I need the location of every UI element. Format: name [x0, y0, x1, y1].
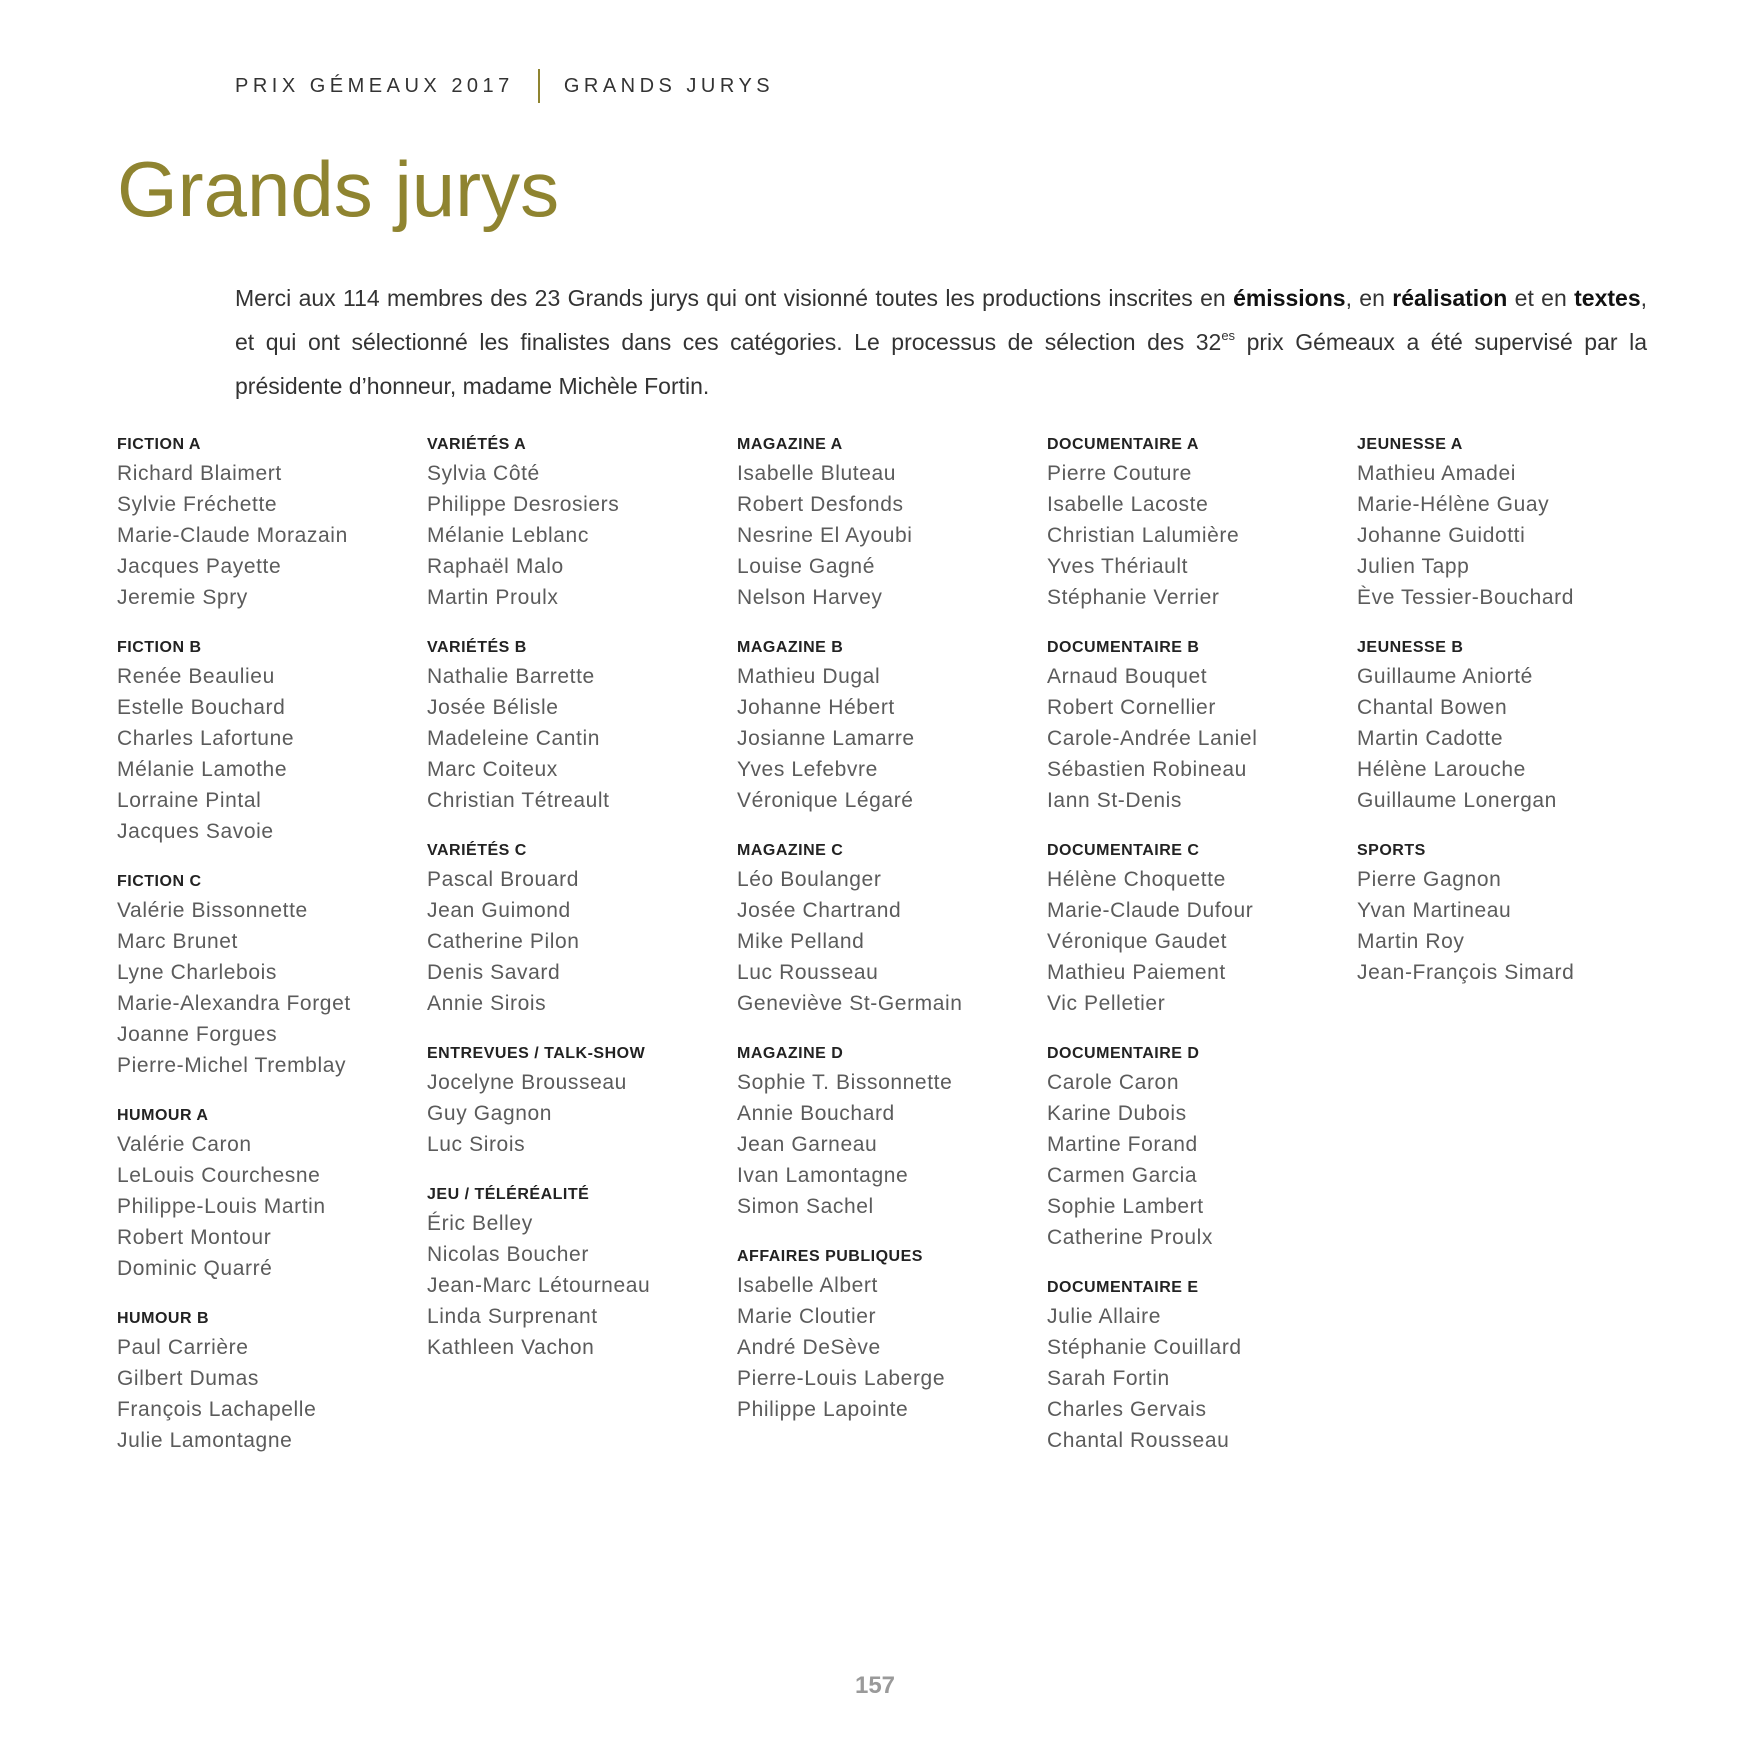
jury-member: Hélène Larouche — [1357, 758, 1526, 781]
jury-member: Estelle Bouchard — [117, 696, 286, 719]
jury-group — [1047, 635, 1347, 816]
jury-group — [737, 1244, 1037, 1425]
jury-group-title: MAGAZINE B — [737, 639, 844, 656]
jury-column — [737, 432, 1037, 1447]
jury-group-title: FICTION B — [117, 639, 202, 656]
jury-member: Simon Sachel — [737, 1195, 874, 1218]
jury-member: Linda Surprenant — [427, 1305, 598, 1328]
jury-group-title: AFFAIRES PUBLIQUES — [737, 1248, 923, 1265]
intro-paragraph — [235, 276, 1647, 408]
jury-member: Valérie Caron — [117, 1133, 252, 1156]
jury-member: Pierre Couture — [1047, 462, 1192, 485]
jury-member: Josée Bélisle — [427, 696, 559, 719]
jury-member: Marc Brunet — [117, 930, 238, 953]
intro-bold-emissions: émissions — [1233, 285, 1346, 311]
jury-group-title: DOCUMENTAIRE B — [1047, 639, 1200, 656]
jury-group — [737, 432, 1037, 613]
jury-group-title: JEU / TÉLÉRÉALITÉ — [427, 1186, 590, 1203]
jury-member: Isabelle Bluteau — [737, 462, 897, 485]
jury-member: Léo Boulanger — [737, 868, 882, 891]
jury-member: Pierre-Michel Tremblay — [117, 1054, 347, 1077]
jury-group — [117, 1103, 417, 1284]
jury-member: Ivan Lamontagne — [737, 1164, 909, 1187]
jury-member: Sarah Fortin — [1047, 1367, 1170, 1390]
jury-member: Pierre Gagnon — [1357, 868, 1502, 891]
jury-member: Pierre-Louis Laberge — [737, 1367, 946, 1390]
jury-member: Marie-Claude Dufour — [1047, 899, 1254, 922]
jury-member: Lyne Charlebois — [117, 961, 277, 984]
jury-member: Nesrine El Ayoubi — [737, 524, 913, 547]
jury-member: Guillaume Lonergan — [1357, 789, 1557, 812]
jury-group-title: MAGAZINE A — [737, 436, 843, 453]
jury-group — [737, 838, 1037, 1019]
jury-group — [1047, 1275, 1347, 1456]
jury-column — [1357, 432, 1657, 1010]
jury-member: Sophie Lambert — [1047, 1195, 1204, 1218]
jury-member: Martin Roy — [1357, 930, 1465, 953]
jury-group — [1047, 838, 1347, 1019]
jury-member: Nicolas Boucher — [427, 1243, 589, 1266]
jury-member: Luc Rousseau — [737, 961, 879, 984]
jury-member: Valérie Bissonnette — [117, 899, 308, 922]
jury-member: Paul Carrière — [117, 1336, 249, 1359]
jury-member: Jacques Payette — [117, 555, 282, 578]
jury-group — [737, 1041, 1037, 1222]
jury-member: Johanne Guidotti — [1357, 524, 1526, 547]
jury-member: Josianne Lamarre — [737, 727, 915, 750]
jury-member: Philippe-Louis Martin — [117, 1195, 326, 1218]
jury-member: Richard Blaimert — [117, 462, 282, 485]
jury-member: Josée Chartrand — [737, 899, 902, 922]
jury-member: Martin Cadotte — [1357, 727, 1504, 750]
jury-member: Iann St-Denis — [1047, 789, 1183, 812]
jury-member: Mike Pelland — [737, 930, 865, 953]
jury-member: Dominic Quarré — [117, 1257, 273, 1280]
jury-member: Annie Sirois — [427, 992, 547, 1015]
jury-member: Véronique Gaudet — [1047, 930, 1228, 953]
header-section: GRANDS JURYS — [563, 74, 775, 97]
jury-member: Joanne Forgues — [117, 1023, 278, 1046]
page-title: Grands jurys — [117, 145, 560, 233]
header-divider — [538, 69, 540, 103]
jury-member: Mélanie Leblanc — [427, 524, 589, 547]
jury-member: Nathalie Barrette — [427, 665, 595, 688]
jury-member: Jean-François Simard — [1357, 961, 1575, 984]
jury-member: Denis Savard — [427, 961, 561, 984]
jury-group — [117, 1306, 417, 1456]
jury-group — [117, 432, 417, 613]
jury-member: Sébastien Robineau — [1047, 758, 1247, 781]
jury-group-title: JEUNESSE B — [1357, 639, 1464, 656]
jury-member: Lorraine Pintal — [117, 789, 262, 812]
jury-member: Madeleine Cantin — [427, 727, 601, 750]
jury-member: Chantal Rousseau — [1047, 1429, 1230, 1452]
jury-member: Sophie T. Bissonnette — [737, 1071, 953, 1094]
jury-member: Renée Beaulieu — [117, 665, 275, 688]
jury-member: Mélanie Lamothe — [117, 758, 288, 781]
jury-member: Louise Gagné — [737, 555, 875, 578]
jury-member: Isabelle Lacoste — [1047, 493, 1209, 516]
jury-group — [1047, 432, 1347, 613]
jury-member: Johanne Hébert — [737, 696, 895, 719]
jury-group — [1047, 1041, 1347, 1253]
jury-member: Philippe Lapointe — [737, 1398, 909, 1421]
jury-member: Jocelyne Brousseau — [427, 1071, 627, 1094]
jury-column — [117, 432, 417, 1478]
jury-member: Philippe Desrosiers — [427, 493, 620, 516]
jury-column — [427, 432, 727, 1385]
jury-member: Ève Tessier-Bouchard — [1357, 586, 1575, 609]
jury-group — [427, 1182, 727, 1363]
jury-member: Catherine Proulx — [1047, 1226, 1214, 1249]
jury-member: Jean Garneau — [737, 1133, 878, 1156]
jury-member: Guillaume Aniorté — [1357, 665, 1533, 688]
jury-member: Jean Guimond — [427, 899, 571, 922]
intro-text: , et qui ont sélectionné les finalistes dans ces catégories. Le processus de sélection des 32 — [235, 285, 1647, 355]
jury-group — [427, 432, 727, 613]
jury-member: Christian Tétreault — [427, 789, 610, 812]
jury-member: Jacques Savoie — [117, 820, 274, 843]
jury-group — [1357, 432, 1657, 613]
jury-member: Éric Belley — [427, 1212, 533, 1235]
jury-member: François Lachapelle — [117, 1398, 317, 1421]
jury-member: Arnaud Bouquet — [1047, 665, 1208, 688]
jury-member: Julien Tapp — [1357, 555, 1470, 578]
jury-member: Gilbert Dumas — [117, 1367, 260, 1390]
jury-group — [1357, 635, 1657, 816]
intro-superscript: es — [1221, 328, 1236, 343]
jury-member: Pascal Brouard — [427, 868, 579, 891]
intro-bold-textes: textes — [1574, 285, 1641, 311]
jury-member: Vic Pelletier — [1047, 992, 1166, 1015]
jury-member: Robert Montour — [117, 1226, 272, 1249]
jury-member: Charles Gervais — [1047, 1398, 1207, 1421]
header-publication: PRIX GÉMEAUX 2017 — [235, 74, 514, 97]
jury-member: Mathieu Dugal — [737, 665, 881, 688]
jury-member: Luc Sirois — [427, 1133, 526, 1156]
jury-member: Geneviève St-Germain — [737, 992, 963, 1015]
intro-text: , en — [1345, 285, 1393, 311]
jury-group-title: DOCUMENTAIRE C — [1047, 842, 1200, 859]
jury-member: Yves Lefebvre — [737, 758, 878, 781]
jury-group — [117, 869, 417, 1081]
jury-member: Mathieu Amadei — [1357, 462, 1516, 485]
intro-text: Merci aux 114 membres des 23 Grands jurys qui ont visionné toutes les productions inscrites en — [235, 285, 1234, 311]
jury-member: Hélène Choquette — [1047, 868, 1226, 891]
jury-member: Catherine Pilon — [427, 930, 580, 953]
intro-bold-realisation: réalisation — [1392, 285, 1508, 311]
running-header — [235, 68, 774, 104]
jury-member: Julie Allaire — [1047, 1305, 1162, 1328]
intro-text: et en — [1507, 285, 1575, 311]
jury-member: Martin Proulx — [427, 586, 559, 609]
jury-member: Isabelle Albert — [737, 1274, 878, 1297]
jury-member: Julie Lamontagne — [117, 1429, 293, 1452]
jury-member: Kathleen Vachon — [427, 1336, 595, 1359]
jury-group-title: HUMOUR B — [117, 1310, 209, 1327]
jury-group-title: HUMOUR A — [117, 1107, 209, 1124]
jury-group-title: SPORTS — [1357, 842, 1426, 859]
jury-member: Yvan Martineau — [1357, 899, 1512, 922]
jury-group-title: ENTREVUES / TALK-SHOW — [427, 1045, 646, 1062]
jury-group-title: JEUNESSE A — [1357, 436, 1463, 453]
jury-member: Marie-Claude Morazain — [117, 524, 348, 547]
jury-member: Stéphanie Couillard — [1047, 1336, 1242, 1359]
jury-member: Véronique Légaré — [737, 789, 914, 812]
jury-member: Nelson Harvey — [737, 586, 883, 609]
jury-member: Carmen Garcia — [1047, 1164, 1198, 1187]
jury-member: Mathieu Paiement — [1047, 961, 1226, 984]
jury-member: Karine Dubois — [1047, 1102, 1187, 1125]
jury-member: André DeSève — [737, 1336, 881, 1359]
jury-group — [117, 635, 417, 847]
intro-text: prix Gémeaux a été supervisé par la présidente d’honneur, madame Michèle Fortin. — [235, 329, 1647, 399]
jury-group-title: DOCUMENTAIRE A — [1047, 436, 1199, 453]
jury-group — [1357, 838, 1657, 988]
jury-member: Yves Thériault — [1047, 555, 1189, 578]
jury-member: Jeremie Spry — [117, 586, 248, 609]
jury-group-title: DOCUMENTAIRE E — [1047, 1279, 1199, 1296]
jury-group-title: DOCUMENTAIRE D — [1047, 1045, 1200, 1062]
jury-group-title: VARIÉTÉS C — [427, 842, 527, 859]
page-number: 157 — [854, 1672, 896, 1699]
jury-group — [737, 635, 1037, 816]
jury-member: LeLouis Courchesne — [117, 1164, 321, 1187]
jury-member: Sylvia Côté — [427, 462, 540, 485]
jury-group-title: FICTION C — [117, 873, 202, 890]
jury-member: Carole-Andrée Laniel — [1047, 727, 1258, 750]
jury-group-title: VARIÉTÉS B — [427, 639, 527, 656]
jury-member: Marie-Alexandra Forget — [117, 992, 351, 1015]
jury-member: Marie Cloutier — [737, 1305, 877, 1328]
jury-column — [1047, 432, 1347, 1478]
jury-member: Guy Gagnon — [427, 1102, 553, 1125]
jury-group — [427, 1041, 727, 1160]
jury-group — [427, 838, 727, 1019]
jury-member: Christian Lalumière — [1047, 524, 1240, 547]
jury-group-title: MAGAZINE D — [737, 1045, 844, 1062]
jury-member: Marie-Hélène Guay — [1357, 493, 1550, 516]
jury-member: Chantal Bowen — [1357, 696, 1508, 719]
jury-group-title: FICTION A — [117, 436, 201, 453]
jury-group-title: VARIÉTÉS A — [427, 436, 527, 453]
jury-member: Stéphanie Verrier — [1047, 586, 1220, 609]
jury-member: Jean-Marc Létourneau — [427, 1274, 651, 1297]
jury-member: Carole Caron — [1047, 1071, 1180, 1094]
jury-member: Annie Bouchard — [737, 1102, 895, 1125]
jury-member: Charles Lafortune — [117, 727, 295, 750]
jury-member: Robert Desfonds — [737, 493, 904, 516]
jury-member: Raphaël Malo — [427, 555, 564, 578]
jury-group-title: MAGAZINE C — [737, 842, 844, 859]
jury-group — [427, 635, 727, 816]
jury-member: Marc Coiteux — [427, 758, 558, 781]
jury-member: Martine Forand — [1047, 1133, 1198, 1156]
jury-member: Robert Cornellier — [1047, 696, 1216, 719]
jury-member: Sylvie Fréchette — [117, 493, 278, 516]
